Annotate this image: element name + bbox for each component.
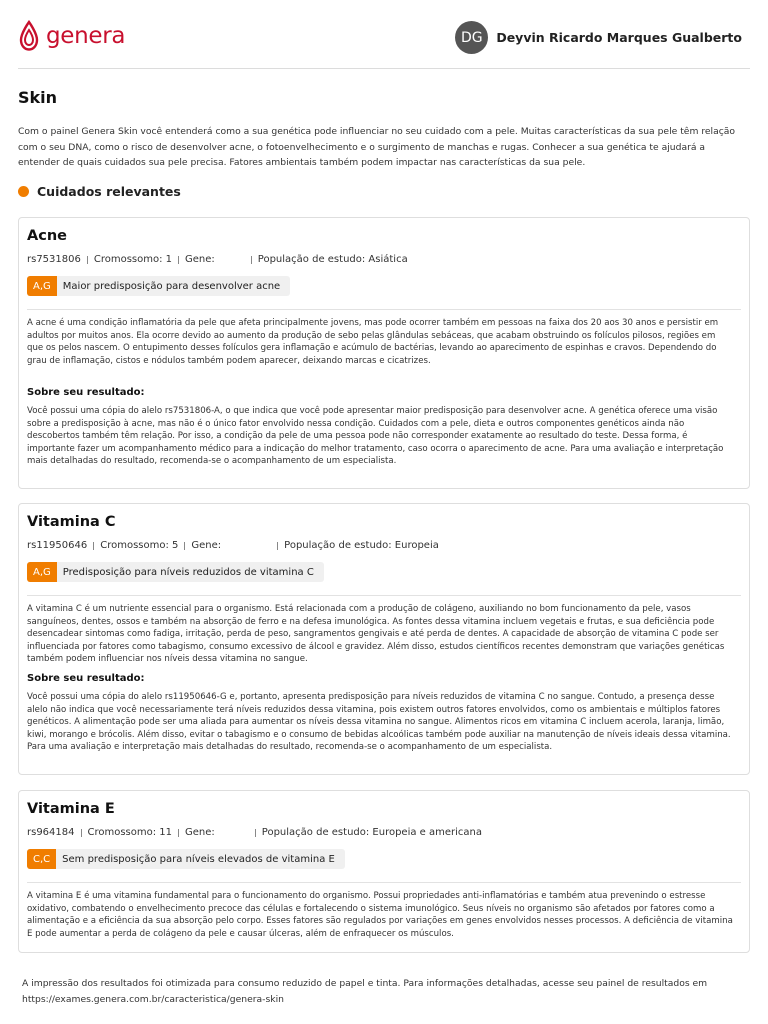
result-text: Predisposição para níveis reduzidos de vitamina C: [62, 566, 314, 578]
population: População de estudo: Asiática: [257, 254, 408, 265]
about-result-text: Você possui uma cópia do alelo rs7531806-A, o que indica que você pode apresentar maior predisposição para desenvolver acne. A genética oferece uma visão sobre a predisposição à acne, mas não é o único fator envolvido nessa condição. Cuidados com a pele, dieta e outros componentes genéticos ainda não descobertos também têm relação. Por isso, a condição da pele de uma pessoa pode não corresponder exatamente ao resultado do teste. Dessa forma, é importante fazer um acompanhamento médico para a indicação do melhor tratamento, caso ocorra o aparecimento de acne. Para uma avaliação e interpretação mais detalhadas do resultado, recomenda-se o acompanhamento de um especialista.: [27, 406, 724, 467]
card-meta: [27, 827, 482, 838]
result-card-vitamina-c: [18, 503, 750, 775]
gene: Gene:: [185, 254, 215, 265]
card-meta: [27, 540, 439, 551]
divider: [277, 542, 278, 550]
page-title: Skin: [18, 88, 58, 107]
card-description: A acne é uma condição inflamatória da pele que afeta principalmente jovens, mas pode ocorrer também em pessoas na faixa dos 20 aos 30 anos e persistir em adultos por muitos anos. Ela ocorre devido ao aumento da produção de sebo pelas glândulas sebáceas, que acabam obstruindo os folículos pilosos, regiões em que os pelos nascem. O entupimento desses folículos gera inflamação e acúmulo de bactérias, levando ao aparecimento de espinhas e cravos. Dependendo do grau de inflamação, cistos e nódulos também podem aparecer, deixando marcas e cicatrizes.: [27, 318, 719, 366]
user-name: Deyvin Ricardo Marques Gualberto: [496, 30, 742, 45]
divider: [184, 542, 185, 550]
allele-tag: A,G: [27, 276, 57, 296]
result-badge: [27, 276, 290, 296]
population: População de estudo: Europeia: [284, 540, 439, 551]
card-title: Vitamina C: [27, 514, 116, 530]
page-header: [18, 18, 750, 58]
divider: [178, 256, 179, 264]
divider: [178, 829, 179, 837]
divider: [255, 829, 256, 837]
chromosome: Cromossomo: 11: [87, 827, 173, 838]
footer-note: A impressão dos resultados foi otimizada para consumo reduzido de papel e tinta. Para informações detalhadas, acesse seu painel de resultados em https://exames.genera.com.br/caracteristica/genera-skin: [22, 978, 708, 1005]
result-text: Maior predisposição para desenvolver acne: [62, 280, 281, 292]
card-divider: [27, 595, 741, 596]
about-result-label: Sobre seu resultado:: [27, 673, 145, 684]
logo-text: genera: [46, 23, 126, 49]
divider: [87, 256, 88, 264]
intro-paragraph: Com o painel Genera Skin você entenderá como a sua genética pode influenciar no seu cuidado com a pele. Muitas características da sua pele têm relação com o seu DNA, como o risco de desenvolver acne, o fotoenvelhecimento e o surgimento de manchas e rugas. Conhecer a sua genética te ajudará a entender de quais cuidados sua pele precisa. Fatores ambientais também podem impactar nas características da sua pele.: [18, 126, 736, 168]
rsid: rs964184: [27, 827, 75, 838]
population: População de estudo: Europeia e americana: [261, 827, 483, 838]
result-badge: [27, 562, 324, 582]
result-badge: [27, 849, 345, 869]
result-text: Sem predisposição para níveis elevados de vitamina E: [62, 853, 335, 865]
gene: Gene:: [185, 827, 215, 838]
allele-tag: C,C: [27, 849, 56, 869]
orange-dot-icon: [18, 186, 29, 197]
card-description: A vitamina E é uma vitamina fundamental para o funcionamento do organismo. Possui propriedades anti-inflamatórias e também atua prevenindo o estresse oxidativo, combatendo o envelhecimento precoce das células e fortalecendo o sistema imunológico. Seus níveis no organismo são afetados por fatores como a alimentação e a eficiência da sua absorção pelo corpo. Esses fatores são regulados por variações em genes envolvidos nesses processos. A deficiência de vitamina E pode aumentar a perda de colágeno da pele e causar úlceras, além de enfraquecer os músculos.: [27, 891, 733, 939]
genera-drop-icon: [18, 20, 40, 52]
avatar: DG: [455, 21, 488, 54]
section-label: Cuidados relevantes: [37, 184, 181, 199]
chromosome: Cromossomo: 1: [93, 254, 173, 265]
about-result-text: Você possui uma cópia do alelo rs11950646-G e, portanto, apresenta predisposição para níveis reduzidos de vitamina C no sangue. Contudo, a presença desse alelo não indica que você necessariamente terá níveis reduzidos dessa vitamina, pois existem outros fatores envolvidos, como os ambientais e múltiplos fatores genéticos. A alimentação pode ser uma aliada para aumentar os níveis dessa vitamina no sangue. Alimentos ricos em vitamina C incluem acerola, laranja, limão, kiwi, morango e brócolis. Além disso, evitar o tabagismo e o consumo de bebidas alcoólicas também pode auxiliar na manutenção de níveis ideais dessa vitamina. Para uma avaliação e interpretação mais detalhadas do resultado, recomenda-se o acompanhamento de um especialista.: [27, 692, 731, 753]
chromosome: Cromossomo: 5: [100, 540, 179, 551]
header-divider: [18, 68, 750, 69]
card-meta: [27, 254, 408, 265]
allele-tag: A,G: [27, 562, 57, 582]
card-title: Vitamina E: [27, 801, 115, 817]
result-card-vitamina-e: [18, 790, 750, 953]
user-profile[interactable]: [455, 21, 742, 54]
rsid: rs11950646: [27, 540, 88, 551]
card-description: A vitamina C é um nutriente essencial para o organismo. Está relacionada com a produção de colágeno, auxiliando no bom funcionamento da pele, vasos sanguíneos, dentes, ossos e também na absorção de ferro e na defesa imunológica. As fontes dessa vitamina incluem vegetais e frutas, e sua deficiência pode desencadear sintomas como fadiga, irritação, perda de peso, sangramentos gengivais e até perda de dentes. A capacidade de absorção de vitamina C pode ser influenciada por fatores como tabagismo, consumo excessivo de álcool e gravidez. Além disso, estudos científicos recentes demonstram que variações genéticas também podem influenciar nos níveis dessa vitamina no sangue.: [27, 604, 725, 665]
card-divider: [27, 882, 741, 883]
gene: Gene:: [191, 540, 222, 551]
card-title: Acne: [27, 228, 67, 244]
genera-logo[interactable]: [18, 20, 125, 52]
divider: [93, 542, 94, 550]
card-divider: [27, 309, 741, 310]
section-header: [18, 184, 181, 199]
divider: [251, 256, 252, 264]
rsid: rs7531806: [27, 254, 81, 265]
about-result-label: Sobre seu resultado:: [27, 387, 145, 398]
divider: [81, 829, 82, 837]
result-card-acne: [18, 217, 750, 489]
